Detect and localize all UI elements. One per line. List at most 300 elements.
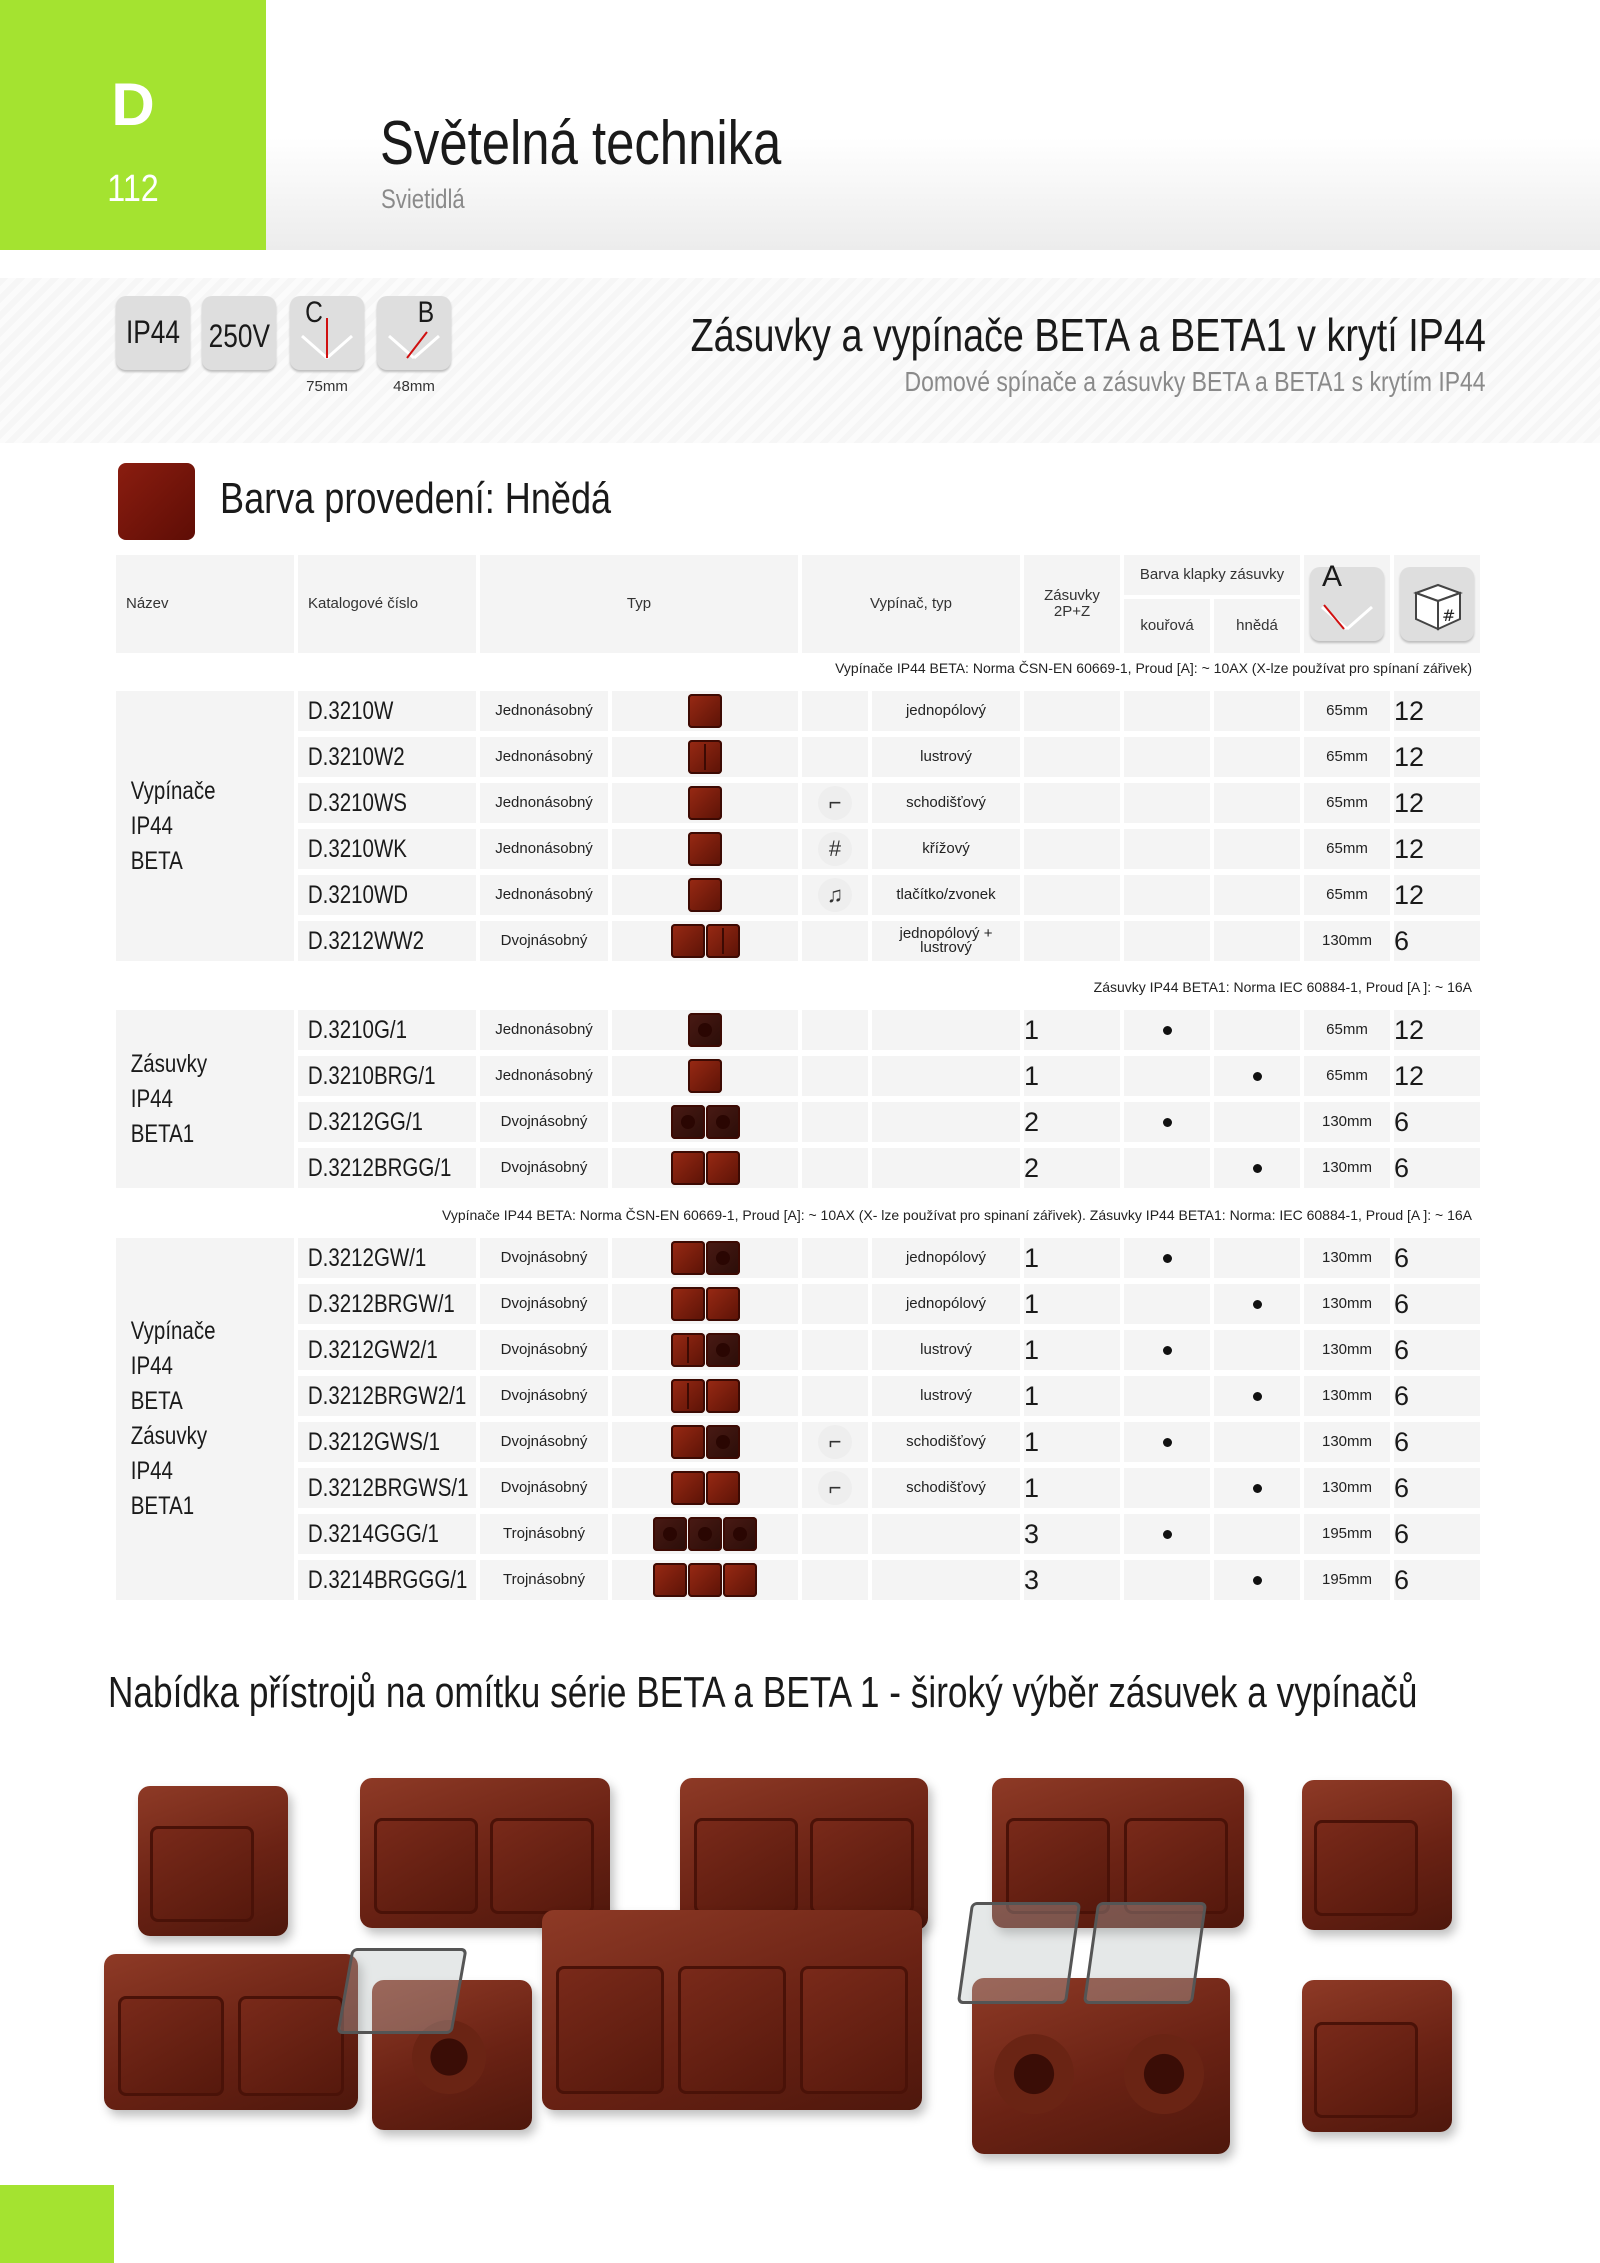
package-cell xyxy=(1394,829,1480,869)
package-count: 12 xyxy=(1394,695,1425,726)
dimension-b-letter: B xyxy=(417,296,435,329)
switch-type-cell xyxy=(872,1330,1020,1370)
catalog-number-cell xyxy=(298,875,476,915)
package-cell xyxy=(1394,1422,1480,1462)
header-sockets: Zásuvky 2P+Z xyxy=(1024,555,1120,653)
dimension-cell xyxy=(1304,1514,1390,1554)
switch-type-cell xyxy=(872,1102,1020,1142)
thumbnail-cell xyxy=(612,1284,798,1324)
dimension-cell xyxy=(1304,1010,1390,1050)
catalog-number: D.3210WS xyxy=(307,788,407,817)
module-icon xyxy=(671,1105,705,1139)
symbol-cell xyxy=(802,691,868,731)
package-cell xyxy=(1394,737,1480,777)
catalog-number-cell xyxy=(298,1468,476,1508)
switch-type-cell xyxy=(872,829,1020,869)
sockets-cell xyxy=(1024,737,1120,777)
corner-accent xyxy=(0,2185,114,2263)
dimension-cell xyxy=(1304,1284,1390,1324)
module-icon xyxy=(653,1563,687,1597)
symbol-cell xyxy=(802,737,868,777)
module-icon xyxy=(653,1517,687,1551)
product-thumbnail xyxy=(653,1517,757,1551)
smoke-lid-cell xyxy=(1124,737,1210,777)
brown-lid-cell xyxy=(1214,1102,1300,1142)
product-thumbnail xyxy=(653,1563,757,1597)
switch-type-label: křížový xyxy=(922,840,970,857)
type-cell xyxy=(480,1010,608,1050)
package-cell xyxy=(1394,1056,1480,1096)
switch-type-label: lustrový xyxy=(920,748,972,765)
type-cell xyxy=(480,921,608,961)
dimension-a-letter: A xyxy=(1322,560,1343,593)
group-name-line: Zásuvky xyxy=(130,1049,208,1078)
dimension-value: 195mm xyxy=(1321,1525,1373,1542)
sockets-count: 3 xyxy=(1024,1564,1040,1595)
module-icon xyxy=(706,1241,740,1275)
thumbnail-cell xyxy=(612,1422,798,1462)
sockets-cell xyxy=(1024,1148,1120,1188)
sockets-cell xyxy=(1024,1468,1120,1508)
product-thumbnail xyxy=(688,1059,722,1093)
module-icon xyxy=(688,1563,722,1597)
catalog-number-cell xyxy=(298,1010,476,1050)
sockets-count: 2 xyxy=(1024,1106,1040,1137)
smoke-lid-cell xyxy=(1124,1102,1210,1142)
smoke-lid-dot xyxy=(1163,1530,1172,1539)
sockets-cell xyxy=(1024,1560,1120,1600)
symbol-cell xyxy=(802,1514,868,1554)
wiring-symbol-icon: ⌐ xyxy=(818,1471,852,1505)
smoke-lid-cell xyxy=(1124,1330,1210,1370)
dimension-cell xyxy=(1304,1238,1390,1278)
package-count: 12 xyxy=(1394,833,1425,864)
dimension-value: 195mm xyxy=(1321,1571,1373,1588)
sockets-count: 1 xyxy=(1024,1380,1040,1411)
module-icon xyxy=(706,1151,740,1185)
module-icon xyxy=(688,694,722,728)
thumbnail-cell xyxy=(612,737,798,777)
catalog-number-cell xyxy=(298,1376,476,1416)
product-thumbnail xyxy=(671,1151,740,1185)
dimension-cell xyxy=(1304,1560,1390,1600)
type-cell xyxy=(480,1560,608,1600)
product-thumbnail xyxy=(671,1379,740,1413)
group-name-line: IP44 xyxy=(130,1457,173,1485)
package-count: 12 xyxy=(1394,879,1425,910)
module-icon xyxy=(688,740,722,774)
brown-lid-cell xyxy=(1214,1284,1300,1324)
double-switch-product xyxy=(360,1778,610,1928)
voltage-badge xyxy=(202,296,276,370)
package-count: 6 xyxy=(1394,1288,1410,1319)
sockets-cell xyxy=(1024,1010,1120,1050)
dimension-c-letter: C xyxy=(305,296,323,329)
type-cell xyxy=(480,875,608,915)
product-thumbnail xyxy=(671,1471,740,1505)
catalog-number-cell xyxy=(298,1056,476,1096)
type-cell xyxy=(480,1148,608,1188)
symbol-cell xyxy=(802,921,868,961)
brown-lid-cell xyxy=(1214,1514,1300,1554)
thumbnail-cell xyxy=(612,783,798,823)
module-icon xyxy=(688,832,722,866)
smoke-lid-dot xyxy=(1163,1118,1172,1127)
smoke-lid-cell xyxy=(1124,1560,1210,1600)
catalog-number: D.3210W2 xyxy=(307,742,405,771)
header-catalog: Katalogové číslo xyxy=(298,555,476,653)
package-cell xyxy=(1394,1330,1480,1370)
switch-type-label: schodišťový xyxy=(906,1433,986,1450)
type-cell xyxy=(480,829,608,869)
page-subtitle: Svietidlá xyxy=(381,184,465,214)
dimension-cell xyxy=(1304,1056,1390,1096)
sockets-cell xyxy=(1024,691,1120,731)
brown-lid-cell xyxy=(1214,921,1300,961)
product-thumbnail xyxy=(688,786,722,820)
smoke-lid-cell xyxy=(1124,1422,1210,1462)
module-icon xyxy=(706,1471,740,1505)
catalog-number-cell xyxy=(298,1148,476,1188)
sockets-count: 1 xyxy=(1024,1014,1040,1045)
smoke-lid-cell xyxy=(1124,1010,1210,1050)
catalog-number-cell xyxy=(298,1514,476,1554)
product-thumbnail xyxy=(688,740,722,774)
brown-lid-cell xyxy=(1214,1056,1300,1096)
dimension-value: 130mm xyxy=(1321,1387,1373,1404)
single-switch-product-2 xyxy=(1302,1780,1452,1930)
symbol-cell xyxy=(802,1422,868,1462)
wiring-symbol-icon: ⌐ xyxy=(818,786,852,820)
catalog-number-cell xyxy=(298,737,476,777)
offer-title: Nabídka přístrojů na omítku série BETA a BETA 1 - široký výběr zásuvek a vypínačů xyxy=(108,1668,1418,1717)
module-icon xyxy=(671,1471,705,1505)
type-cell xyxy=(480,691,608,731)
switch-type-label: jednopólový + lustrový xyxy=(899,925,993,956)
smoke-lid-cell xyxy=(1124,1238,1210,1278)
type-label: Dvojnásobný xyxy=(500,1387,588,1404)
module-icon xyxy=(671,1287,705,1321)
thumbnail-cell xyxy=(612,1148,798,1188)
symbol-cell xyxy=(802,1284,868,1324)
switch-type-cell xyxy=(872,1148,1020,1188)
sockets-cell xyxy=(1024,829,1120,869)
package-cell xyxy=(1394,1238,1480,1278)
dimension-value: 65mm xyxy=(1326,840,1368,857)
package-count: 6 xyxy=(1394,925,1410,956)
package-cell xyxy=(1394,783,1480,823)
thumbnail-cell xyxy=(612,1376,798,1416)
smoke-lid-cell xyxy=(1124,1376,1210,1416)
package-count: 6 xyxy=(1394,1518,1410,1549)
sockets-count: 1 xyxy=(1024,1060,1040,1091)
dimension-cell xyxy=(1304,783,1390,823)
smoke-lid-cell xyxy=(1124,783,1210,823)
catalog-number-cell xyxy=(298,829,476,869)
symbol-cell xyxy=(802,783,868,823)
package-count: 6 xyxy=(1394,1564,1410,1595)
brown-lid-dot xyxy=(1253,1392,1262,1401)
package-count: 12 xyxy=(1394,1014,1425,1045)
module-icon xyxy=(723,1563,757,1597)
thumbnail-cell xyxy=(612,1238,798,1278)
angle-b-icon xyxy=(377,296,451,370)
wiring-symbol-icon: ⌐ xyxy=(818,1425,852,1459)
dimension-value: 65mm xyxy=(1326,1067,1368,1084)
dimension-value: 130mm xyxy=(1321,1341,1373,1358)
type-cell xyxy=(480,1468,608,1508)
dimension-value: 65mm xyxy=(1326,886,1368,903)
product-thumbnail xyxy=(688,832,722,866)
symbol-cell xyxy=(802,1468,868,1508)
ip-rating-label: IP44 xyxy=(126,314,180,350)
type-label: Dvojnásobný xyxy=(500,1341,588,1358)
brown-lid-dot xyxy=(1253,1484,1262,1493)
header-switch-type: Vypínač, typ xyxy=(802,555,1020,653)
catalog-number: D.3212BRGG/1 xyxy=(307,1153,452,1182)
group-name-line: Vypínače xyxy=(130,776,216,805)
thumbnail-cell xyxy=(612,1056,798,1096)
norm-note: Zásuvky IP44 BETA1: Norma IEC 60884-1, Proud [A ]: ~ 16A xyxy=(1093,979,1472,995)
type-label: Dvojnásobný xyxy=(500,1113,588,1130)
switch-type-label: jednopólový xyxy=(905,1249,987,1266)
module-icon xyxy=(671,1425,705,1459)
module-icon xyxy=(723,1517,757,1551)
switch-type-label: jednopólový xyxy=(905,1295,987,1312)
module-icon xyxy=(706,1379,740,1413)
switch-type-cell xyxy=(872,1514,1020,1554)
type-label: Dvojnásobný xyxy=(500,1249,588,1266)
thumbnail-cell xyxy=(612,691,798,731)
module-icon xyxy=(671,924,705,958)
package-count: 12 xyxy=(1394,741,1425,772)
catalog-number: D.3210W xyxy=(307,696,394,725)
module-icon xyxy=(671,1379,705,1413)
header-lid-brown: hnědá xyxy=(1214,599,1300,653)
group-name-line: Zásuvky xyxy=(130,1422,208,1450)
sockets-count: 1 xyxy=(1024,1472,1040,1503)
norm-note: Vypínače IP44 BETA: Norma ČSN-EN 60669-1, Proud [A]: ~ 10AX (X-lze používat pro spínaní zářivek) xyxy=(835,660,1472,676)
thumbnail-cell xyxy=(612,875,798,915)
package-cell xyxy=(1394,691,1480,731)
package-count: 12 xyxy=(1394,787,1425,818)
header-lid-smoke: kouřová xyxy=(1124,599,1210,653)
catalog-number: D.3212BRGW2/1 xyxy=(307,1381,467,1410)
page-title: Světelná technika xyxy=(380,109,782,178)
dimension-value: 130mm xyxy=(1321,1249,1373,1266)
color-label: Barva provedení: Hnědá xyxy=(220,474,612,523)
group-name-line: BETA xyxy=(130,1387,183,1415)
package-cell xyxy=(1394,1010,1480,1050)
type-cell xyxy=(480,737,608,777)
type-label: Trojnásobný xyxy=(503,1525,585,1542)
switch-type-label: lustrový xyxy=(920,1341,972,1358)
dimension-value: 130mm xyxy=(1321,1159,1373,1176)
sockets-count: 2 xyxy=(1024,1152,1040,1183)
catalog-number: D.3214GGG/1 xyxy=(307,1519,439,1548)
type-cell xyxy=(480,1284,608,1324)
smoke-lid-dot xyxy=(1163,1254,1172,1263)
brown-lid-cell xyxy=(1214,1238,1300,1278)
brown-lid-cell xyxy=(1214,691,1300,731)
product-thumbnail xyxy=(671,1241,740,1275)
package-count: 6 xyxy=(1394,1242,1410,1273)
section-letter: D xyxy=(111,71,155,138)
type-cell xyxy=(480,1422,608,1462)
brown-lid-cell xyxy=(1214,1422,1300,1462)
catalog-number: D.3212GW/1 xyxy=(307,1243,427,1272)
wiring-symbol-icon: # xyxy=(818,832,852,866)
dimension-c-icon xyxy=(290,296,364,370)
symbol-cell xyxy=(802,1148,868,1188)
type-label: Dvojnásobný xyxy=(500,1295,588,1312)
module-icon xyxy=(688,1013,722,1047)
sockets-count: 1 xyxy=(1024,1288,1040,1319)
catalog-number: D.3212GW2/1 xyxy=(307,1335,438,1364)
switch-type-cell xyxy=(872,1238,1020,1278)
symbol-cell xyxy=(802,1560,868,1600)
module-icon xyxy=(671,1151,705,1185)
catalog-number: D.3212GG/1 xyxy=(307,1107,423,1136)
type-label: Dvojnásobný xyxy=(500,932,588,949)
type-label: Jednonásobný xyxy=(495,794,593,811)
switch-type-label: schodišťový xyxy=(906,794,986,811)
group-name-line: IP44 xyxy=(130,1352,173,1380)
type-label: Jednonásobný xyxy=(495,748,593,765)
thumbnail-cell xyxy=(612,1102,798,1142)
symbol-cell xyxy=(802,1376,868,1416)
angle-c-icon xyxy=(290,296,364,370)
type-cell xyxy=(480,783,608,823)
dimension-value: 130mm xyxy=(1321,1113,1373,1130)
type-label: Jednonásobný xyxy=(495,702,593,719)
header-dimension xyxy=(1304,555,1390,653)
voltage-label: 250V xyxy=(208,318,270,354)
brown-lid-cell xyxy=(1214,1560,1300,1600)
module-icon xyxy=(706,1287,740,1321)
group-name-line: IP44 xyxy=(130,811,173,840)
type-cell xyxy=(480,1238,608,1278)
thumbnail-cell xyxy=(612,1330,798,1370)
svg-text:#: # xyxy=(1442,606,1456,625)
brown-lid-cell xyxy=(1214,1376,1300,1416)
package-cell xyxy=(1394,1148,1480,1188)
type-label: Dvojnásobný xyxy=(500,1433,588,1450)
smoke-lid-cell xyxy=(1124,691,1210,731)
catalog-number-cell xyxy=(298,1330,476,1370)
module-icon xyxy=(688,1517,722,1551)
brown-lid-cell xyxy=(1214,1330,1300,1370)
product-thumbnail xyxy=(688,1013,722,1047)
smoke-lid-cell xyxy=(1124,1148,1210,1188)
catalog-number: D.3210WD xyxy=(307,880,409,909)
thumbnail-cell xyxy=(612,921,798,961)
package-cell xyxy=(1394,921,1480,961)
dimension-cell xyxy=(1304,1330,1390,1370)
switch-type-label: tlačítko/zvonek xyxy=(896,886,996,903)
catalog-number: D.3212GWS/1 xyxy=(307,1427,441,1456)
switch-type-cell xyxy=(872,1422,1020,1462)
symbol-cell xyxy=(802,1056,868,1096)
thumbnail-cell xyxy=(612,1468,798,1508)
sockets-cell xyxy=(1024,921,1120,961)
symbol-cell xyxy=(802,829,868,869)
section-subtitle: Domové spínače a zásuvky BETA a BETA1 s krytím IP44 xyxy=(904,366,1486,397)
sockets-count: 1 xyxy=(1024,1334,1040,1365)
catalog-number: D.3212BRGW/1 xyxy=(307,1289,455,1318)
brown-lid-cell xyxy=(1214,1010,1300,1050)
thumbnail-cell xyxy=(612,829,798,869)
switch-type-cell xyxy=(872,1560,1020,1600)
section-title: Zásuvky a vypínače BETA a BETA1 v krytí IP44 xyxy=(690,309,1486,361)
dimension-b-icon xyxy=(377,296,451,370)
switch-type-cell xyxy=(872,1284,1020,1324)
dimension-cell xyxy=(1304,1422,1390,1462)
module-icon xyxy=(706,924,740,958)
catalog-number-cell xyxy=(298,921,476,961)
sockets-cell xyxy=(1024,1284,1120,1324)
switch-type-cell xyxy=(872,875,1020,915)
group-name-line: BETA1 xyxy=(130,1492,195,1520)
module-icon xyxy=(706,1425,740,1459)
switch-type-cell xyxy=(872,921,1020,961)
type-label: Jednonásobný xyxy=(495,1021,593,1038)
catalog-number: D.3212BRGWS/1 xyxy=(307,1473,469,1502)
package-count: 12 xyxy=(1394,1060,1425,1091)
product-thumbnail xyxy=(671,1333,740,1367)
sockets-cell xyxy=(1024,1056,1120,1096)
sockets-cell xyxy=(1024,1422,1120,1462)
dimension-value: 65mm xyxy=(1326,794,1368,811)
brown-lid-dot xyxy=(1253,1164,1262,1173)
switch-type-label: jednopólový xyxy=(905,702,987,719)
brown-lid-cell xyxy=(1214,829,1300,869)
dimension-value: 65mm xyxy=(1326,1021,1368,1038)
brown-lid-cell xyxy=(1214,875,1300,915)
dimension-cell xyxy=(1304,1102,1390,1142)
package-cell xyxy=(1394,1514,1480,1554)
smoke-lid-cell xyxy=(1124,921,1210,961)
single-socket-product xyxy=(372,1980,532,2130)
package-count: 6 xyxy=(1394,1334,1410,1365)
thumbnail-cell xyxy=(612,1514,798,1554)
product-thumbnail xyxy=(671,924,740,958)
catalog-number-cell xyxy=(298,783,476,823)
header-type: Typ xyxy=(480,555,798,653)
package-box-icon xyxy=(1400,567,1474,641)
catalog-number: D.3214BRGGG/1 xyxy=(307,1565,468,1594)
catalog-number-cell xyxy=(298,1284,476,1324)
header-name: Název xyxy=(116,555,294,653)
type-label: Dvojnásobný xyxy=(500,1159,588,1176)
catalog-number-cell xyxy=(298,1238,476,1278)
dimension-b-caption: 48mm xyxy=(393,378,435,395)
sockets-cell xyxy=(1024,783,1120,823)
catalog-number-cell xyxy=(298,1102,476,1142)
module-icon xyxy=(688,878,722,912)
sockets-count: 1 xyxy=(1024,1426,1040,1457)
dimension-c-caption: 75mm xyxy=(306,378,348,395)
module-icon xyxy=(671,1241,705,1275)
package-cell xyxy=(1394,875,1480,915)
group-name xyxy=(116,1238,294,1600)
smoke-lid-dot xyxy=(1163,1346,1172,1355)
switch-type-cell xyxy=(872,691,1020,731)
catalog-number-cell xyxy=(298,1560,476,1600)
switch-type-cell xyxy=(872,1468,1020,1508)
dimension-value: 65mm xyxy=(1326,702,1368,719)
package-count: 6 xyxy=(1394,1472,1410,1503)
